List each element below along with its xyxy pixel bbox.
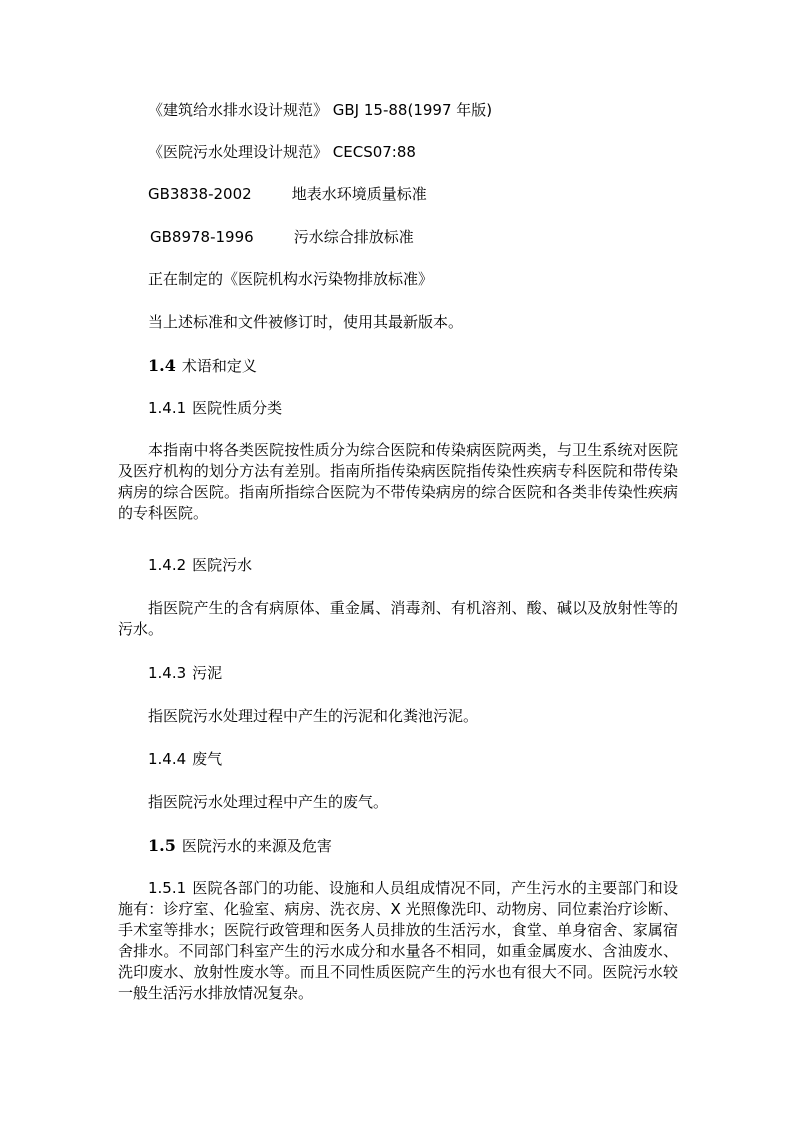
section-number: 1.5 <box>148 836 176 855</box>
paragraph-sewage-sources <box>118 878 678 1004</box>
subsection-title: 废气 <box>192 750 223 768</box>
standard-row-gb8978 <box>150 227 414 248</box>
standard-row-gb3838 <box>148 184 427 205</box>
section-heading-1-4 <box>148 355 257 377</box>
subsection-number: 1.5.1 <box>148 879 187 897</box>
subsection-number: 1.4.3 <box>148 664 187 682</box>
section-number: 1.4 <box>148 356 176 375</box>
standard-code: GB8978-1996 <box>150 228 254 246</box>
reference-hospital-sewage-code: 《医院污水处理设计规范》 CECS07:88 <box>148 143 416 161</box>
subsection-title: 医院性质分类 <box>192 399 283 417</box>
standard-code: GB3838-2002 <box>148 185 252 203</box>
section-heading-1-5 <box>148 835 332 857</box>
subsection-heading-1-4-2 <box>148 555 252 576</box>
section-title: 术语和定义 <box>181 357 257 375</box>
subsection-heading-1-4-1 <box>148 398 282 419</box>
subsection-title: 污泥 <box>192 664 223 682</box>
standard-name: 污水综合排放标准 <box>293 228 414 246</box>
standard-name: 地表水环境质量标准 <box>291 185 427 203</box>
section-title: 医院污水的来源及危害 <box>181 837 332 855</box>
paragraph-text: 医院各部门的功能、设施和人员组成情况不同，产生污水的主要部门和设施有：诊疗室、化验室、病房、洗衣房、X 光照像洗印、动物房、同位素治疗诊断、手术室等排水；医院行政管理和医务人员排放的生活污水，食堂、单身宿舍、家属宿舍排水。不同部门科室产生的污水成分和水量各不相同，如重金属废水、含油废水、洗印废水、放射性废水等。而且不同性质医院产生的污水也有很大不同。医院污水较一般生活污水排放情况复杂。 <box>118 879 678 1002</box>
drafting-standard-note: 正在制定的《医院机构水污染物排放标准》 <box>148 270 434 288</box>
subsection-title: 医院污水 <box>192 556 253 574</box>
paragraph-hospital-classification: 本指南中将各类医院按性质分为综合医院和传染病医院两类，与卫生系统对医院及医疗机构的划分方法有差别。指南所指传染病医院指传染性疾病专科医院和带传染病房的综合医院。指南所指综合医院为不带传染病房的综合医院和各类非传染性疾病的专科医院。 <box>118 441 678 522</box>
reference-building-water-code: 《建筑给水排水设计规范》 GBJ 15-88(1997 年版) <box>148 101 493 119</box>
paragraph-sludge: 指医院污水处理过程中产生的污泥和化粪池污泥。 <box>148 707 479 725</box>
paragraph-exhaust-gas: 指医院污水处理过程中产生的废气。 <box>148 793 389 811</box>
subsection-number: 1.4.2 <box>148 556 187 574</box>
subsection-heading-1-4-3 <box>148 663 222 684</box>
subsection-number: 1.4.4 <box>148 750 187 768</box>
latest-version-note: 当上述标准和文件被修订时，使用其最新版本。 <box>148 313 464 331</box>
subsection-number: 1.4.1 <box>148 399 187 417</box>
subsection-heading-1-4-4 <box>148 749 222 770</box>
paragraph-hospital-sewage: 指医院产生的含有病原体、重金属、消毒剂、有机溶剂、酸、碱以及放射性等的污水。 <box>118 599 678 638</box>
